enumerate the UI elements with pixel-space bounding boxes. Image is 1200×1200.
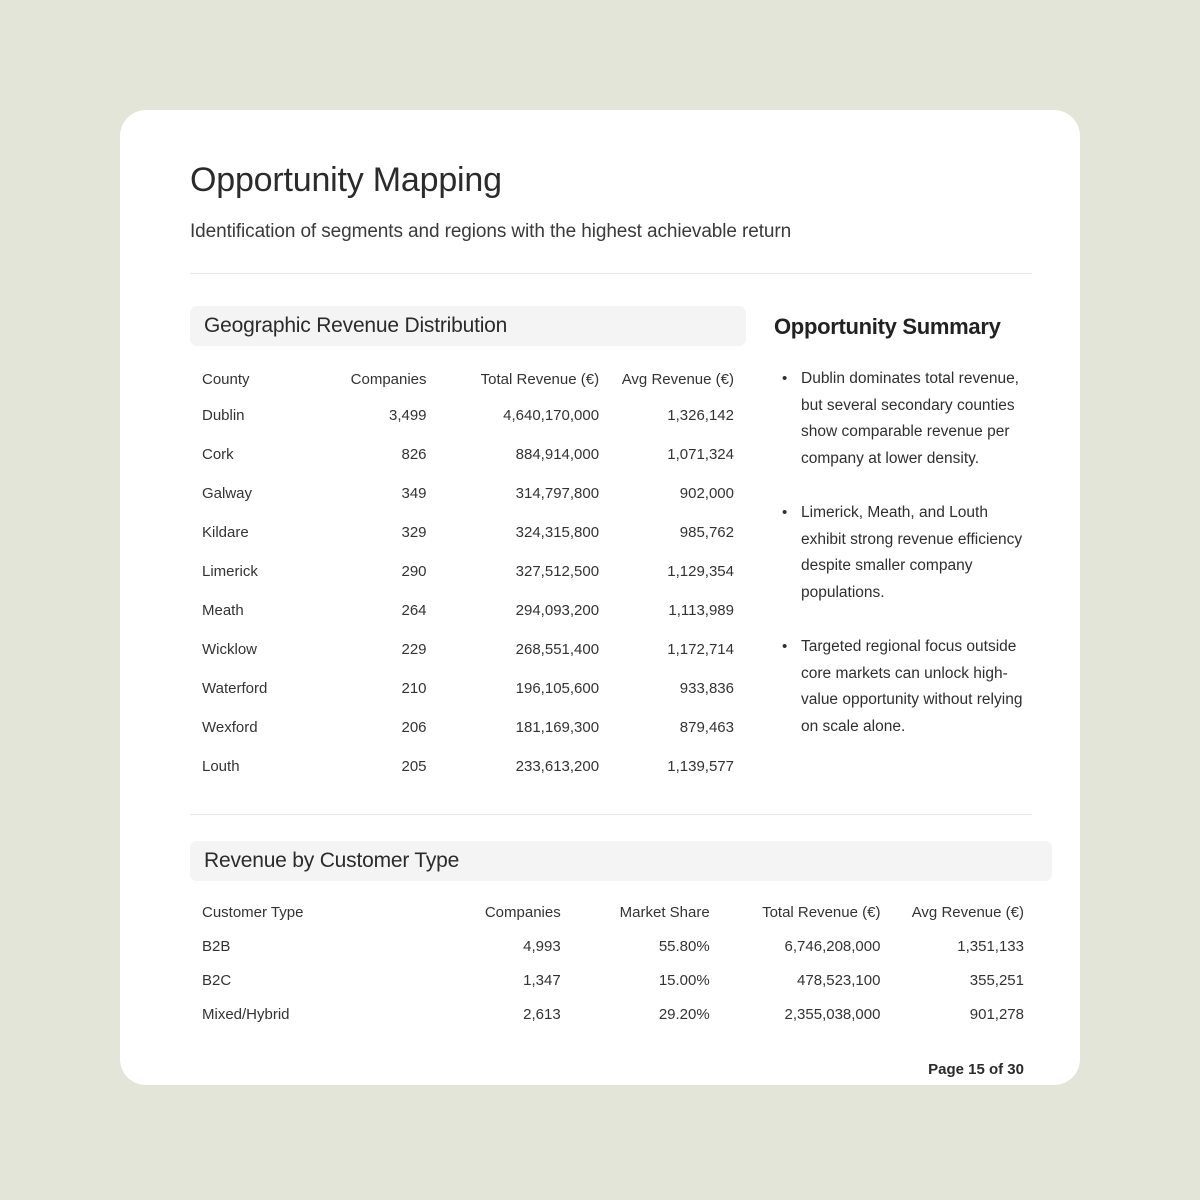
column-header-county: County <box>202 370 250 388</box>
table-header-row <box>190 362 746 396</box>
summary-bullet-text: Targeted regional focus outside core markets can unlock high-value opportunity without relying on scale alone. <box>801 638 1023 735</box>
bullet-icon: • <box>782 370 788 388</box>
total-revenue-cell: 294,093,200 <box>515 602 600 620</box>
county-cell: Cork <box>202 446 234 464</box>
customer-type-section <box>190 814 1032 1031</box>
table-row <box>190 708 746 747</box>
column-header-total-revenue: Total Revenue (€) <box>762 903 881 921</box>
column-header-market-share: Market Share <box>619 903 710 921</box>
companies-cell: 1,347 <box>523 971 561 989</box>
column-header-avg-revenue: Avg Revenue (€) <box>911 903 1024 921</box>
total-revenue-cell: 268,551,400 <box>515 641 600 659</box>
table-row <box>190 929 1032 963</box>
table-row <box>190 474 746 513</box>
column-header-companies: Companies <box>484 903 561 921</box>
customer-type-table <box>190 895 1032 1031</box>
avg-revenue-cell: 1,129,354 <box>667 563 734 581</box>
companies-cell: 210 <box>401 680 427 698</box>
total-revenue-cell: 327,512,500 <box>515 563 600 581</box>
county-cell: Wicklow <box>202 641 257 659</box>
customer-type-cell: B2B <box>202 937 231 955</box>
companies-cell: 290 <box>401 563 427 581</box>
avg-revenue-cell: 1,113,989 <box>668 602 734 620</box>
county-cell: Wexford <box>202 719 258 737</box>
summary-bullet-text: Limerick, Meath, and Louth exhibit strong revenue efficiency despite smaller company populations. <box>801 504 1023 601</box>
opportunity-summary-section <box>746 306 1032 786</box>
total-revenue-cell: 196,105,600 <box>515 680 600 698</box>
avg-revenue-cell: 1,139,577 <box>667 758 734 776</box>
geographic-section-header <box>190 306 746 346</box>
customer-section-title: Revenue by Customer Type <box>204 849 460 873</box>
county-cell: Meath <box>202 602 244 620</box>
companies-cell: 329 <box>401 524 427 542</box>
county-cell: Limerick <box>202 563 258 581</box>
total-revenue-cell: 884,914,000 <box>515 446 600 464</box>
table-row <box>190 997 1032 1031</box>
total-revenue-cell: 314,797,800 <box>515 485 600 503</box>
summary-bullet-text: Dublin dominates total revenue, but several secondary counties show comparable revenue per company at lower density. <box>801 370 1019 467</box>
table-row <box>190 513 746 552</box>
avg-revenue-cell: 355,251 <box>969 971 1024 989</box>
companies-cell: 205 <box>401 758 427 776</box>
total-revenue-cell: 6,746,208,000 <box>784 937 881 955</box>
total-revenue-cell: 233,613,200 <box>515 758 600 776</box>
table-row <box>190 747 746 786</box>
column-header-avg-revenue: Avg Revenue (€) <box>621 370 734 388</box>
report-page-card <box>120 110 1080 1085</box>
customer-type-cell: Mixed/Hybrid <box>202 1005 290 1023</box>
avg-revenue-cell: 1,071,324 <box>667 446 734 464</box>
column-header-customer-type: Customer Type <box>202 903 304 921</box>
avg-revenue-cell: 879,463 <box>679 719 734 737</box>
avg-revenue-cell: 1,172,714 <box>667 641 734 659</box>
column-header-companies: Companies <box>350 370 427 388</box>
total-revenue-cell: 324,315,800 <box>515 524 600 542</box>
avg-revenue-cell: 985,762 <box>679 524 734 542</box>
avg-revenue-cell: 1,326,142 <box>667 407 734 425</box>
main-content-columns <box>190 306 1032 786</box>
county-cell: Kildare <box>202 524 249 542</box>
table-header-row <box>190 895 1032 929</box>
market-share-cell: 29.20% <box>658 1005 710 1023</box>
summary-bullet-item <box>774 500 1032 606</box>
summary-bullet-item <box>774 634 1032 740</box>
companies-cell: 2,613 <box>523 1005 561 1023</box>
total-revenue-cell: 478,523,100 <box>797 971 881 989</box>
table-row <box>190 963 1032 997</box>
geographic-section-title: Geographic Revenue Distribution <box>204 314 508 338</box>
table-row <box>190 669 746 708</box>
companies-cell: 3,499 <box>388 407 427 425</box>
opportunity-summary-title: Opportunity Summary <box>774 314 1001 340</box>
bullet-icon: • <box>782 504 788 522</box>
opportunity-summary-list <box>774 366 1032 740</box>
table-row <box>190 552 746 591</box>
total-revenue-cell: 4,640,170,000 <box>503 407 600 425</box>
market-share-cell: 55.80% <box>658 937 710 955</box>
avg-revenue-cell: 901,278 <box>969 1005 1024 1023</box>
header-divider <box>190 273 1032 274</box>
companies-cell: 206 <box>401 719 427 737</box>
column-header-total-revenue: Total Revenue (€) <box>480 370 600 388</box>
companies-cell: 826 <box>401 446 427 464</box>
geographic-revenue-table <box>190 362 746 786</box>
county-cell: Galway <box>202 485 253 503</box>
table-row <box>190 630 746 669</box>
total-revenue-cell: 181,169,300 <box>515 719 600 737</box>
customer-type-cell: B2C <box>202 971 232 989</box>
geographic-revenue-section <box>190 306 746 786</box>
companies-cell: 229 <box>401 641 427 659</box>
table-row <box>190 396 746 435</box>
table-row <box>190 435 746 474</box>
companies-cell: 4,993 <box>523 937 561 955</box>
avg-revenue-cell: 1,351,133 <box>957 937 1024 955</box>
total-revenue-cell: 2,355,038,000 <box>784 1005 881 1023</box>
section-divider <box>190 814 1032 815</box>
page-title: Opportunity Mapping <box>190 161 502 199</box>
customer-section-header <box>190 841 1052 881</box>
table-row <box>190 591 746 630</box>
page-subtitle: Identification of segments and regions with the highest achievable return <box>190 221 792 243</box>
county-cell: Waterford <box>202 680 268 698</box>
avg-revenue-cell: 933,836 <box>679 680 734 698</box>
bullet-icon: • <box>782 638 788 656</box>
summary-bullet-item <box>774 366 1032 472</box>
county-cell: Louth <box>202 758 240 776</box>
county-cell: Dublin <box>202 407 245 425</box>
market-share-cell: 15.00% <box>658 971 710 989</box>
companies-cell: 264 <box>401 602 427 620</box>
page-number-footer: Page 15 of 30 <box>928 1061 1024 1079</box>
avg-revenue-cell: 902,000 <box>679 485 734 503</box>
companies-cell: 349 <box>401 485 427 503</box>
